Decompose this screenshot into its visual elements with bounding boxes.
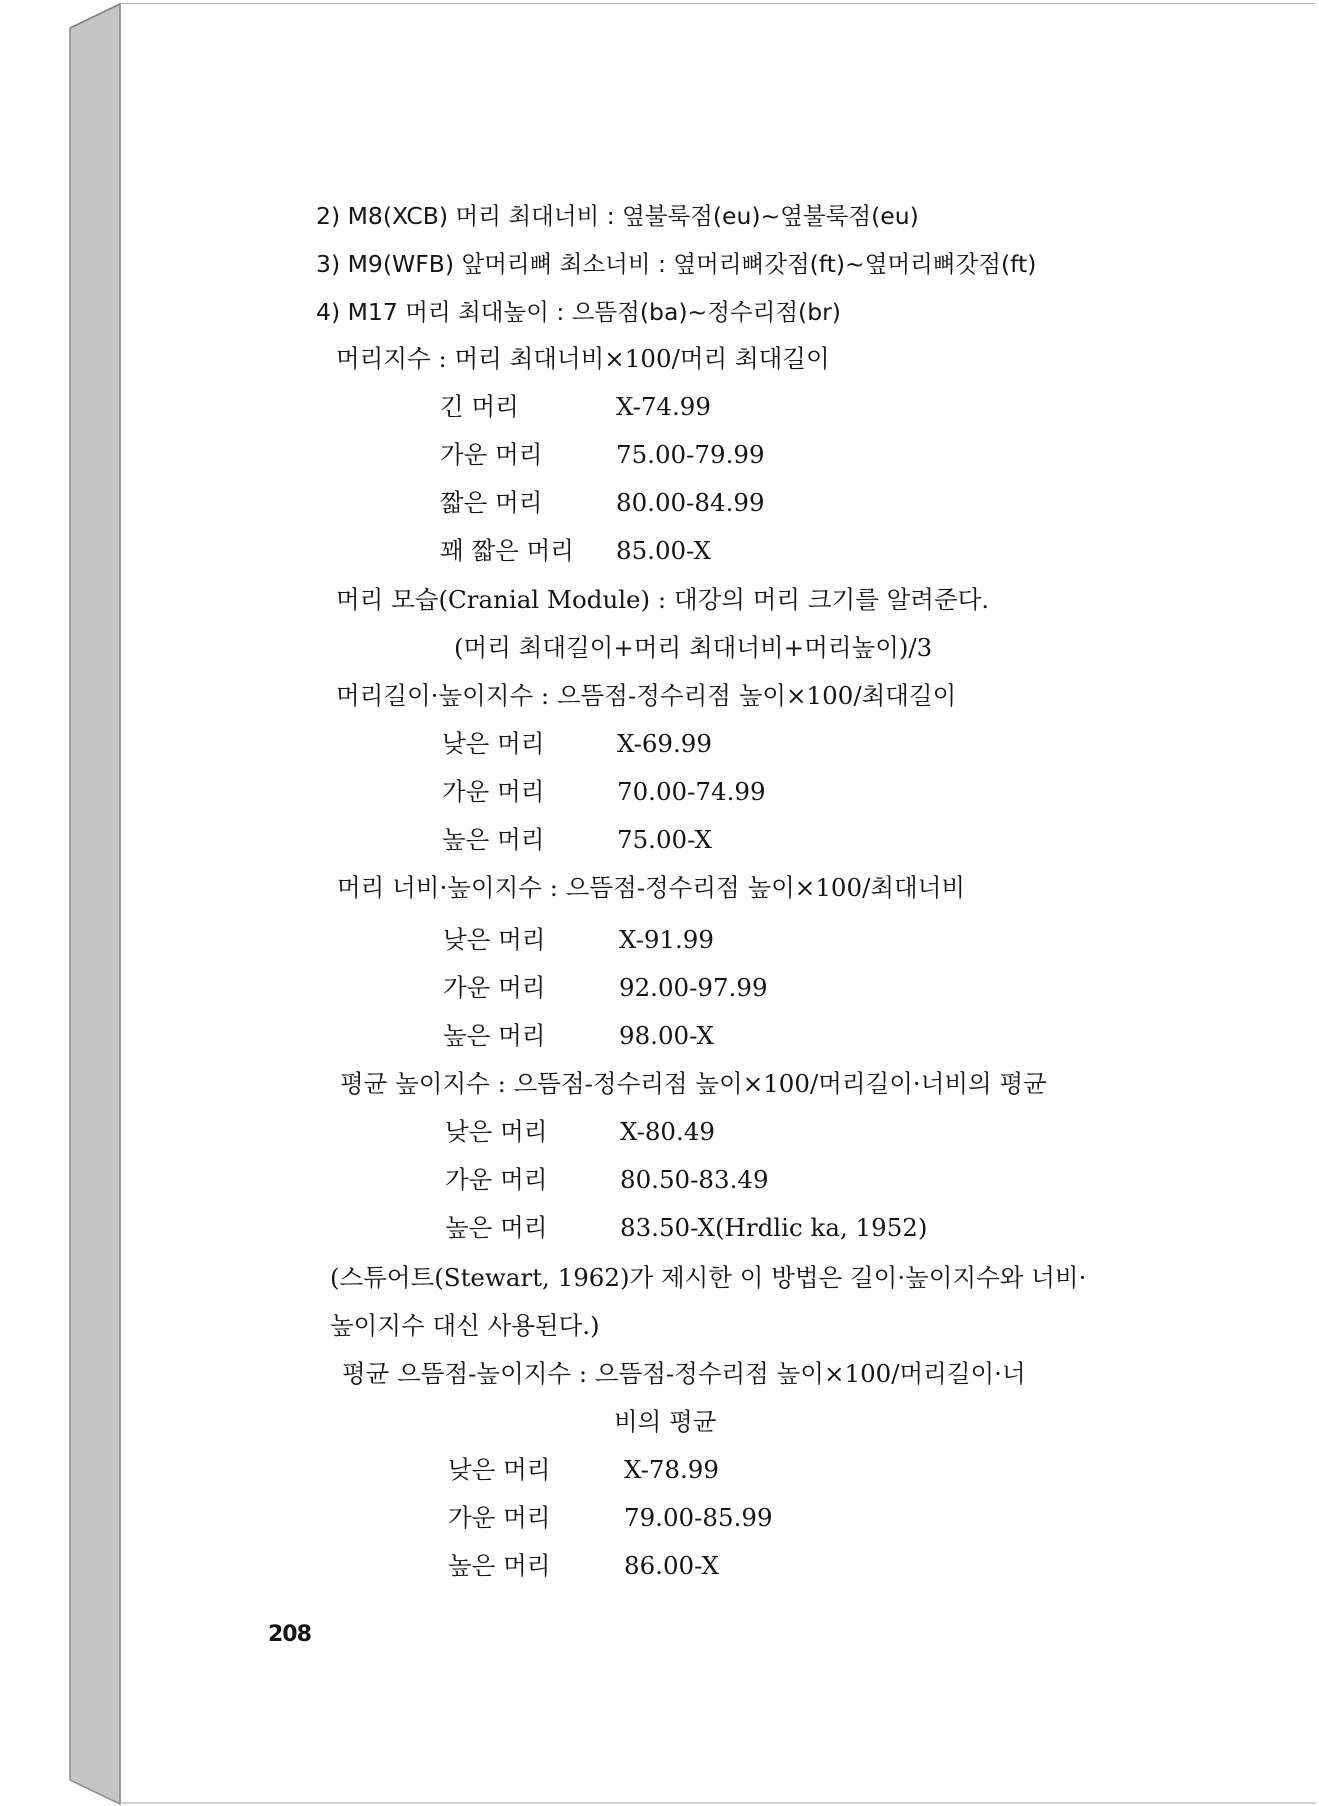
index-term: 짧은 머리 xyxy=(440,488,543,517)
page-number: 208 xyxy=(268,1622,311,1647)
length-height-index-title: 머리길이·높이지수 : 으뜸점-정수리점 높이×100/최대길이 xyxy=(336,681,957,710)
index-term: 높은 머리 xyxy=(442,825,545,854)
heading-line-m8: 2) M8(XCB) 머리 최대너비 : 옆불룩점(eu)~옆불룩점(eu) xyxy=(316,202,919,230)
stewart-note-line-2: 높이지수 대신 사용된다.) xyxy=(330,1311,600,1340)
mean-height-index-title: 평균 높이지수 : 으뜸점-정수리점 높이×100/머리길이·너비의 평균 xyxy=(340,1069,1047,1098)
index-term: 낮은 머리 xyxy=(443,925,546,954)
index-range: 85.00-X xyxy=(616,536,711,565)
index-range: 92.00-97.99 xyxy=(619,973,768,1002)
index-term: 가운 머리 xyxy=(445,1165,548,1194)
index-term: 긴 머리 xyxy=(440,392,519,421)
index-range: X-74.99 xyxy=(616,392,711,421)
index-range: 80.50-83.49 xyxy=(620,1165,769,1194)
index-term: 가운 머리 xyxy=(442,777,545,806)
index-range: X-78.99 xyxy=(624,1455,719,1484)
breadth-height-index-title: 머리 너비·높이지수 : 으뜸점-정수리점 높이×100/최대너비 xyxy=(337,873,966,902)
index-range: 86.00-X xyxy=(624,1551,719,1580)
index-range: 98.00-X xyxy=(619,1021,714,1050)
cranial-index-title: 머리지수 : 머리 최대너비×100/머리 최대길이 xyxy=(336,344,830,373)
index-term: 가운 머리 xyxy=(448,1503,551,1532)
cranial-module-formula: (머리 최대길이+머리 최대너비+머리높이)/3 xyxy=(454,633,933,662)
index-term: 높은 머리 xyxy=(443,1021,546,1050)
index-term: 가운 머리 xyxy=(443,973,546,1002)
mean-basion-height-index-title: 평균 으뜸점-높이지수 : 으뜸점-정수리점 높이×100/머리길이·너 xyxy=(342,1359,1026,1388)
heading-line-m17: 4) M17 머리 최대높이 : 으뜸점(ba)~정수리점(br) xyxy=(316,298,841,326)
index-range: 80.00-84.99 xyxy=(616,488,765,517)
index-range: 83.50-X(Hrdlic ka, 1952) xyxy=(620,1213,928,1242)
index-range: 75.00-79.99 xyxy=(616,440,765,469)
heading-line-m9: 3) M9(WFB) 앞머리뼈 최소너비 : 옆머리뼈갓점(ft)~옆머리뼈갓점(ft) xyxy=(316,250,1037,278)
index-term: 낮은 머리 xyxy=(448,1455,551,1484)
index-term: 높은 머리 xyxy=(445,1213,548,1242)
index-range: 79.00-85.99 xyxy=(624,1503,773,1532)
index-range: 70.00-74.99 xyxy=(617,777,766,806)
cranial-module-title: 머리 모습(Cranial Module) : 대강의 머리 크기를 알려준다. xyxy=(336,585,990,614)
index-range: X-80.49 xyxy=(620,1117,715,1146)
index-term: 꽤 짧은 머리 xyxy=(440,536,574,565)
index-term: 가운 머리 xyxy=(440,440,543,469)
index-term: 높은 머리 xyxy=(448,1551,551,1580)
index-range: X-91.99 xyxy=(619,925,714,954)
index-range: X-69.99 xyxy=(617,729,712,758)
index-term: 낮은 머리 xyxy=(445,1117,548,1146)
stewart-note-line-1: (스튜어트(Stewart, 1962)가 제시한 이 방법은 길이·높이지수와 너비· xyxy=(330,1263,1087,1292)
index-term: 낮은 머리 xyxy=(442,729,545,758)
index-range: 75.00-X xyxy=(617,825,712,854)
mean-basion-height-index-title-cont: 비의 평균 xyxy=(614,1407,717,1436)
